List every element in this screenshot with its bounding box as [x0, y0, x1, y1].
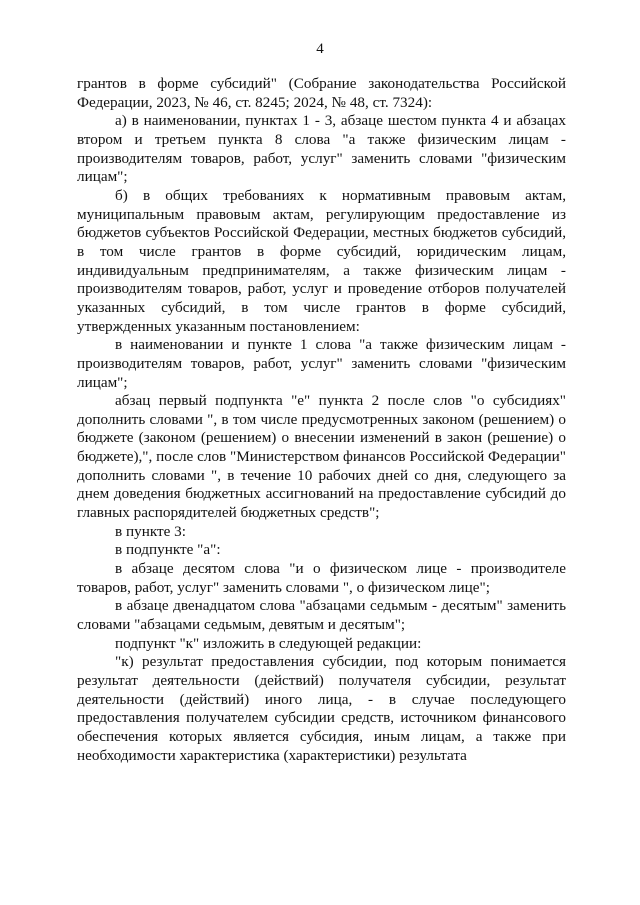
- paragraph-item-a: а) в наименовании, пунктах 1 - 3, абзаце шестом пункта 4 и абзацах втором и третьем пункта 8 слова "а также физическим лицам - производителям товаров, работ, услуг" заменить словами "физическим лицам";: [77, 112, 566, 186]
- paragraph-subpoint-a: в подпункте "а":: [115, 541, 221, 559]
- paragraph-subpoint-k-intro: подпункт "к" изложить в следующей редакции:: [115, 634, 422, 652]
- paragraph-item-b: б) в общих требованиях к нормативным правовым актам, муниципальным правовым актам, регулирующим предоставление из бюджетов субъектов Российской Федерации, местных бюджетов субсидий, в том числе грантов в форме субсидий, юридическим лицам, индивидуальным предпринимателям, а также физическим лицам - производителям товаров, работ, услуг и проведение отборов получателей указанных субсидий, в том числе грантов в форме субсидий, утвержденных указанным постановлением:: [77, 186, 566, 335]
- paragraph-point-3: в пункте 3:: [115, 522, 186, 540]
- document-body: [77, 75, 566, 765]
- paragraph-abzac-12: в абзаце двенадцатом слова "абзацами седьмым - десятым" заменить словами "абзацами седьмым, девятым и десятым";: [77, 597, 566, 634]
- paragraph-point-2-subpoint-e: абзац первый подпункта "е" пункта 2 после слов "о субсидиях" дополнить словами ", в том числе предусмотренных законом (решением) о бюджете (законом (решением) о внесении изменений в закон (решение) о бюджете),", после слов "Министерством финансов Российской Федерации" дополнить словами ", в течение 10 рабочих дней со дня, следующего за днем доведения бюджетных ассигнований на предоставление субсидий до главных распорядителей бюджетных средств";: [77, 392, 566, 522]
- paragraph-subpoint-k-text: "к) результат предоставления субсидии, под которым понимается результат деятельности (действий) получателя субсидии, результат деятельности (действий) иного лица, - в случае последующего предоставления получателем субсидии средств, источником финансового обеспечения которых является субсидия, иным лицам, а также при необходимости характеристика (характеристики) результата: [77, 653, 566, 764]
- page-number: 4: [316, 41, 324, 57]
- paragraph-abzac-10: в абзаце десятом слова "и о физическом лице - производителе товаров, работ, услуг" заменить словами ", о физическом лице";: [77, 560, 566, 596]
- paragraph-continuation: грантов в форме субсидий" (Собрание законодательства Российской Федерации, 2023, № 46, ст. 8245; 2024, № 48, ст. 7324):: [77, 75, 566, 111]
- paragraph-title-and-point-1: в наименовании и пункте 1 слова "а также физическим лицам - производителям товаров, работ, услуг" заменить словами "физическим лицам";: [77, 336, 566, 391]
